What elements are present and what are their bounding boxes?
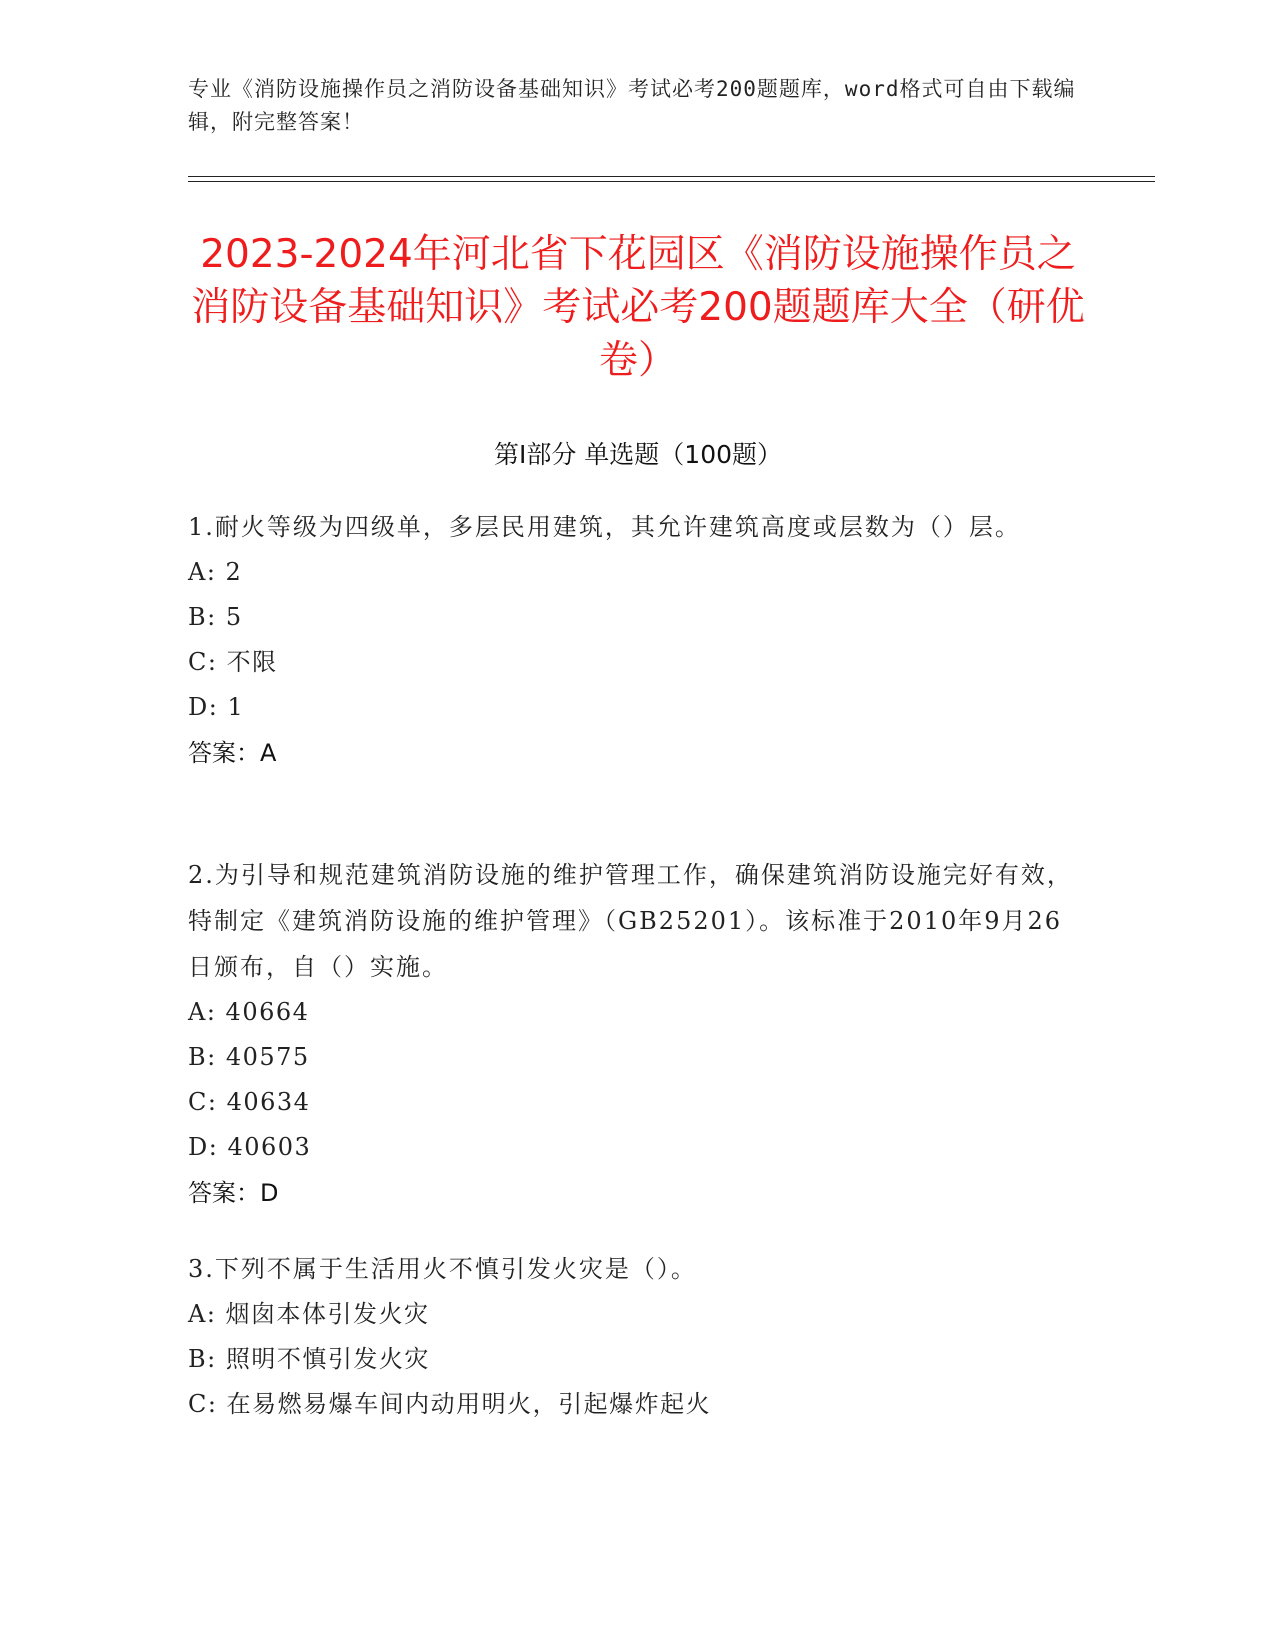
- option-b: B: 照明不慎引发火灾: [188, 1345, 430, 1373]
- option-a: A: 40664: [188, 998, 310, 1026]
- document-title: 2023-2024年河北省下花园区《消防设施操作员之消防设备基础知识》考试必考200题题库大全（研优卷）: [191, 232, 1085, 383]
- option-a: A: 2: [188, 558, 243, 586]
- option-c: C: 不限: [188, 648, 278, 676]
- option-a: A: 烟囱本体引发火灾: [188, 1300, 430, 1328]
- option-c: C: 在易燃易爆车间内动用明火，引起爆炸起火: [188, 1390, 712, 1418]
- section-title: 第I部分 单选题（100题）: [493, 440, 783, 469]
- option-b: B: 5: [188, 603, 243, 631]
- question-3: [188, 1246, 1088, 1427]
- option-b: B: 40575: [188, 1043, 310, 1071]
- question-1: [188, 504, 1088, 776]
- option-d: D: 40603: [188, 1133, 312, 1161]
- header-divider: [188, 176, 1155, 182]
- answer: 答案：D: [188, 1179, 279, 1207]
- header-note: 专业《消防设施操作员之消防设备基础知识》考试必考200题题库，word格式可自由下载编辑，附完整答案！: [188, 77, 1076, 134]
- question-stem: 3.下列不属于生活用火不慎引发火灾是（）。: [188, 1255, 697, 1283]
- option-d: D: 1: [188, 693, 245, 721]
- answer: 答案：A: [188, 739, 277, 767]
- question-2: [188, 852, 1088, 1216]
- option-c: C: 40634: [188, 1088, 311, 1116]
- question-stem: 1.耐火等级为四级单，多层民用建筑，其允许建筑高度或层数为（）层。: [188, 513, 1021, 541]
- question-stem: 2.为引导和规范建筑消防设施的维护管理工作，确保建筑消防设施完好有效，特制定《建筑消防设施的维护管理》（GB25201）。该标准于2010年9月26日颁布，自（）实施。: [188, 861, 1073, 981]
